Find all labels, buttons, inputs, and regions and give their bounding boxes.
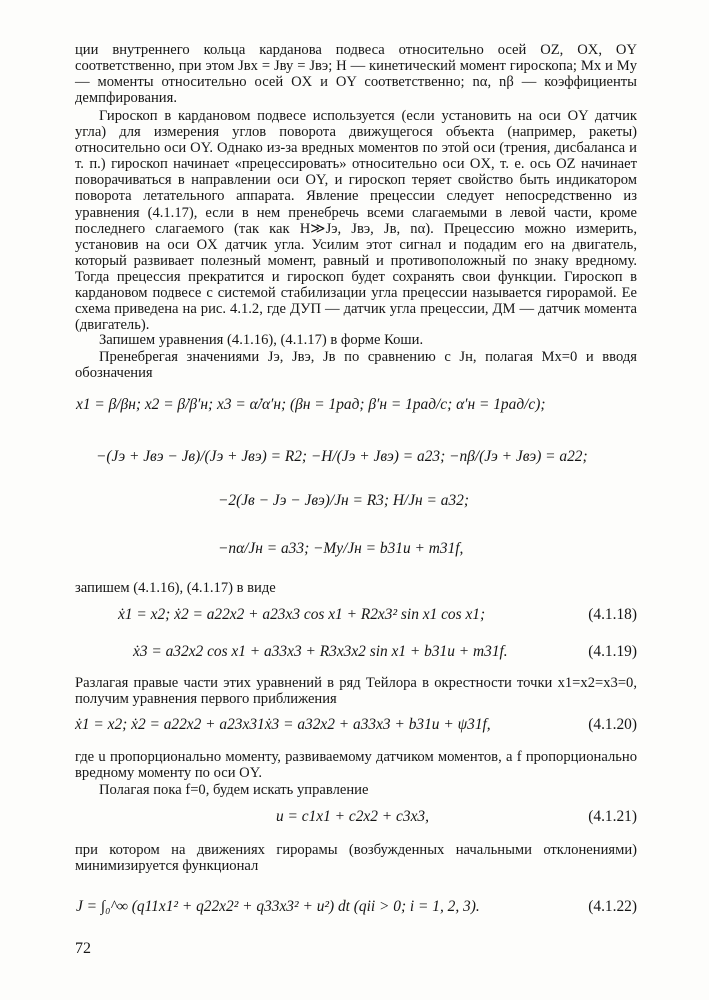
paragraph-control-meaning: где u пропорционально моменту, развиваемому датчиком моментов, а f пропорционально вредному моменту по оси OY. xyxy=(75,749,637,782)
equation-number: (4.1.20) xyxy=(588,716,637,733)
equation-expr: u = c1x1 + c2x2 + c3x3, xyxy=(276,808,429,825)
equation-number: (4.1.21) xyxy=(588,808,637,825)
paragraph-notation: Пренебрегая значениями Jэ, Jвэ, Jв по сравнению с Jн, полагая Mx=0 и вводя обозначения xyxy=(75,349,637,382)
paragraph-gyroscope: Гироскоп в кардановом подвесе используется (если установить на оси OY датчик угла) для измерения углов поворота движущегося объекта (например, ракеты) относительно оси OY. Однако из-за вредных моментов по этой оси (трения, дисбаланса и т. п.) гироскоп начинает «прецессировать» относительно оси OX, т. е. ось OZ начинает поворачиваться в направлении оси OY, и гироскоп теряет свойство быть индикатором поворота летательного аппарата. Явление прецессии следует непосредственно из уравнения (4.1.17), если в нем пренебречь всеми слагаемыми в левой части, кроме последнего слагаемого (так как H≫Jэ, Jвэ, Jв, nα). Прецессию можно измерить, установив на оси OX датчик угла. Усилим этот сигнал и подадим его на двигатель, который развивает полезный момент, равный и противоположный по знаку вредному. Тогда прецессия прекратится и гироскоп будет сохранять свои функции. Гироскоп в кардановом подвесе с системой стабилизации угла прецессии называется гирорамой. Ее схема приведена на рис. 4.1.2, где ДУП — датчик угла прецессии, ДМ — датчик момента (двигатель). xyxy=(75,108,637,334)
equation-expr: ẋ1 = x2; ẋ2 = a22x2 + a23x31ẋ3 = a32x2 + a33x3 + b31u + ψ31f, xyxy=(75,716,491,733)
paragraph-in-form: запишем (4.1.16), (4.1.17) в виде xyxy=(75,580,276,596)
paragraph-cauchy: Запишем уравнения (4.1.16), (4.1.17) в форме Коши. xyxy=(99,332,424,348)
paragraph-seek-control: Полагая пока f=0, будем искать управление xyxy=(99,782,369,798)
equation-expr: J = ∫₀^∞ (q11x1² + q22x2² + q33x3² + u²) dt (qii > 0; i = 1, 2, 3). xyxy=(76,898,480,915)
equation-expr: ẋ3 = a32x2 cos x1 + a33x3 + R3x3x2 sin x1 + b31u + m31f. xyxy=(133,643,508,660)
equation-number: (4.1.18) xyxy=(588,606,637,623)
definitions-expr-4: −nα/Jн = a33; −My/Jн = b31u + m31f, xyxy=(218,540,464,557)
paragraph-taylor: Разлагая правые части этих уравнений в ряд Тейлора в окрестности точки x1=x2=x3=0, получим уравнения первого приближения xyxy=(75,675,637,708)
page-number: 72 xyxy=(75,940,91,957)
equation-number: (4.1.22) xyxy=(588,898,637,915)
equation-expr: ẋ1 = x2; ẋ2 = a22x2 + a23x3 cos x1 + R2x3² sin x1 cos x1; xyxy=(118,606,486,623)
definitions-expr-2: −(Jэ + Jвэ − Jв)/(Jэ + Jвэ) = R2; −H/(Jэ + Jвэ) = a23; −nβ/(Jэ + Jвэ) = a22; xyxy=(96,448,588,465)
paragraph-intro: ции внутреннего кольца карданова подвеса относительно осей OZ, OX, OY соответственно, при этом Jвх = Jву = Jвэ; H — кинетический момент гироскопа; Mx и My — моменты относительно осей OX и OY соответственно; nα, nβ — коэффициенты демпфирования. xyxy=(75,42,637,107)
paragraph-functional: при котором на движениях гирорамы (возбужденных начальными отклонениями) минимизируется функционал xyxy=(75,842,637,875)
definitions-expr-1: x1 = β/βн; x2 = β̇/β′н; x3 = α̇/α′н; (βн = 1рад; β′н = 1рад/с; α′н = 1рад/с); xyxy=(76,396,546,413)
equation-number: (4.1.19) xyxy=(588,643,637,660)
definitions-expr-3: −2(Jв − Jэ − Jвэ)/Jн = R3; H/Jн = a32; xyxy=(218,492,469,509)
